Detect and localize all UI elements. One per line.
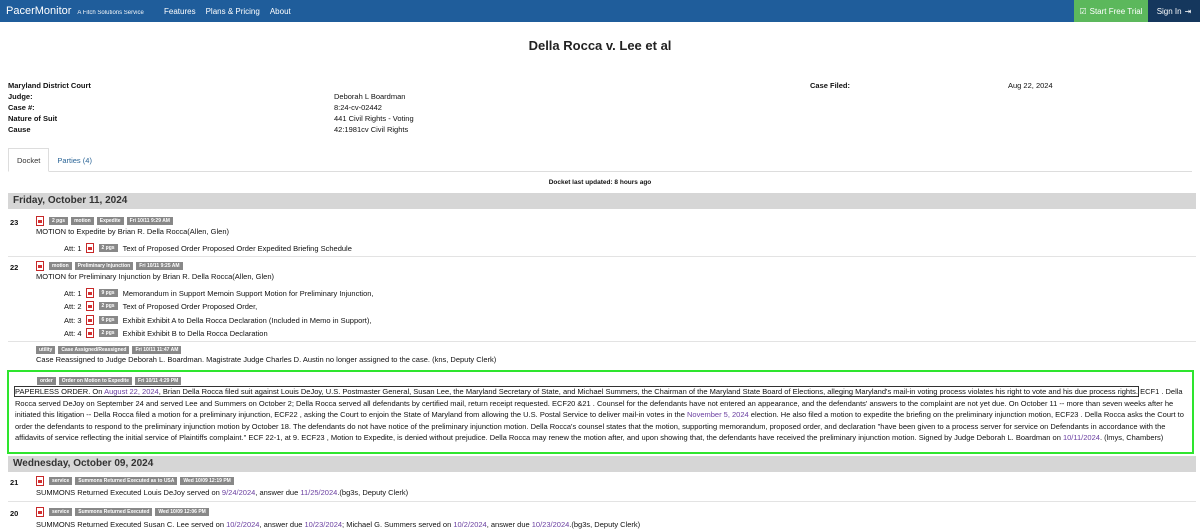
attachment-label: Att: 1 [64, 288, 82, 298]
nav-plans-link[interactable]: Plans & Pricing [205, 6, 260, 16]
date-link[interactable]: 10/2/2024 [453, 520, 487, 529]
pdf-icon[interactable] [86, 301, 94, 311]
attachment-label: Att: 2 [64, 301, 82, 311]
attachment-item[interactable] [64, 315, 371, 325]
type-badge: motion [71, 217, 94, 225]
pdf-icon[interactable] [36, 261, 44, 271]
brand-subtitle: A Fitch Solutions Service [77, 10, 144, 16]
timestamp-badge: Wed 10/09 12:06 PM [155, 508, 208, 516]
attachment-item[interactable] [64, 243, 352, 253]
category-badge: Case Assigned/Reassigned [58, 346, 129, 354]
attachment-item[interactable] [64, 288, 374, 298]
entry-text-part: , answer due [486, 520, 532, 529]
docket-updated-text: Docket last updated: 8 hours ago [548, 179, 652, 186]
attachment-text: Exhibit Exhibit A to Della Rocca Declaration (Included in Memo in Support), [122, 315, 372, 325]
tab-docket[interactable]: Docket [8, 148, 49, 172]
order-text [15, 386, 1189, 444]
case-filed-label: Case Filed: [810, 81, 851, 90]
category-badge: Expedite [97, 217, 124, 225]
day-header: Friday, October 11, 2024 [8, 193, 1196, 209]
entry-text-part: SUMMONS Returned Executed Louis DeJoy served on [36, 488, 222, 497]
category-badge: Summons Returned Executed as to USA [75, 477, 177, 485]
pages-badge: 2 pgs [99, 329, 118, 337]
order-text-part: election. He also filed a motion to expedite the briefing on the preliminary injunction motion, ECF23 . Della Rocca asks the Court to order the defendants to respond to the preliminary injunction motion by October 18. The defendants do not have notice of the preliminary injunction motion. Della Rocca's counsel states that the motion, supporting memorandum, proposed order, and declaration "have been given to a process server for service on Defendants in accordance with the affidavits of service reflecting the initial service of Plaintiffs complaint." ECF 22-1, at 9. ECF23 , Motion to Expedite, is denied without prejudice. Della Rocca may renew the motion after, and upon showing that, the defendants have received the preliminary injunction motion. Signed by Judge Deborah L. Boardman on [15, 410, 1184, 442]
docket-entry-order [7, 370, 1194, 454]
timestamp-badge: Fri 10/11 9:25 AM [136, 262, 182, 270]
info-row-cause [8, 124, 1192, 135]
case-number-label: Case #: [8, 103, 35, 112]
info-row-court [8, 80, 1192, 91]
entry-tags [36, 216, 176, 226]
category-badge: Order on Motion to Expedite [59, 377, 132, 385]
timestamp-badge: Wed 10/09 12:19 PM [180, 477, 233, 485]
date-link[interactable]: 10/2/2024 [226, 520, 260, 529]
date-link[interactable]: 9/24/2024 [221, 488, 256, 497]
pdf-icon[interactable] [36, 507, 44, 517]
pdf-icon[interactable] [36, 476, 44, 486]
entry-text-part: ; Michael G. Summers served on [342, 520, 454, 529]
entry-text-part: , answer due [255, 488, 301, 497]
info-row-case-number [8, 102, 1192, 113]
order-text-part: , Brian Della Rocca filed suit against Louis DeJoy, U.S. Postmaster General, Susan Lee, the Maryland Secretary of State, and Michael Summers, the Chairman of the Maryland State Board of Elections, alleging Maryland's mail-in voting process violates his right to vote and his due process rights. [158, 387, 1138, 396]
pdf-icon[interactable] [86, 315, 94, 325]
entry-text-part: .(bg3s, Deputy Clerk) [569, 520, 641, 529]
pdf-icon[interactable] [86, 288, 94, 298]
entry-tags [36, 261, 186, 271]
order-heading: PAPERLESS ORDER. [15, 387, 91, 396]
entry-description [36, 520, 640, 529]
tab-bar [8, 148, 1192, 172]
sign-in-icon: ⇥ [1184, 6, 1192, 16]
category-badge: Preliminary Injunction [75, 262, 134, 270]
attachment-text: Text of Proposed Order Proposed Order, [122, 301, 258, 311]
pdf-icon[interactable] [86, 243, 94, 253]
attachment-item[interactable] [64, 328, 268, 338]
pages-badge: 6 pgs [99, 316, 118, 324]
sign-in-button[interactable] [1148, 0, 1200, 22]
entry-text-part: SUMMONS Returned Executed Susan C. Lee served on [36, 520, 227, 529]
case-filed-value: Aug 22, 2024 [1008, 81, 1053, 90]
attachment-label: Att: 1 [64, 243, 82, 253]
brand-logo[interactable] [0, 5, 164, 17]
type-badge: motion [49, 262, 72, 270]
order-text-part: On [90, 387, 105, 396]
pdf-icon[interactable] [36, 216, 44, 226]
entry-number: 23 [10, 218, 19, 227]
timestamp-badge: Fri 10/11 4:29 PM [135, 377, 181, 385]
timestamp-badge: Fri 10/11 9:29 AM [127, 217, 173, 225]
divider [8, 501, 1196, 502]
date-link[interactable]: 10/11/2024 [1062, 433, 1100, 442]
top-navbar [0, 0, 1200, 22]
info-row-nature [8, 113, 1192, 124]
divider [8, 341, 1196, 342]
case-info [8, 80, 1192, 135]
start-free-trial-label: Start Free Trial [1089, 6, 1143, 16]
case-number-value: 8:24-cv-02442 [334, 103, 382, 112]
start-free-trial-button[interactable] [1074, 0, 1148, 22]
date-link[interactable]: 10/23/2024 [531, 520, 570, 529]
entry-tags [36, 507, 212, 517]
attachment-text: Memorandum in Support Memoin Support Motion for Preliminary Injunction, [122, 288, 374, 298]
entry-tags [36, 345, 184, 355]
page-title: Della Rocca v. Lee et al [528, 38, 672, 53]
entry-description [36, 488, 408, 497]
judge-label: Judge: [8, 92, 33, 101]
court-spacer [334, 80, 810, 91]
nav-features-link[interactable]: Features [164, 6, 196, 16]
brand-name[interactable]: PacerMonitor [6, 5, 72, 17]
entry-tags [36, 476, 237, 486]
pdf-icon[interactable] [86, 328, 94, 338]
sign-in-label: Sign In [1156, 6, 1182, 16]
type-badge: order [37, 377, 56, 385]
category-badge: Summons Returned Executed [75, 508, 152, 516]
order-first-sentence [15, 387, 1138, 396]
entry-description: MOTION to Expedite by Brian R. Della Rocca(Allen, Glen) [36, 227, 229, 236]
entry-tags [37, 376, 184, 386]
entry-number: 21 [10, 478, 19, 487]
attachment-label: Att: 3 [64, 315, 82, 325]
divider [8, 256, 1196, 257]
date-link[interactable]: 11/25/2024 [300, 488, 338, 497]
day-header: Wednesday, October 09, 2024 [8, 456, 1196, 472]
pages-badge: 2 pgs [49, 217, 68, 225]
entry-text-part: .(bg3s, Deputy Clerk) [337, 488, 409, 497]
info-row-judge [8, 91, 1192, 102]
cause-label: Cause [8, 125, 31, 134]
pages-badge: 9 pgs [99, 289, 118, 297]
order-text-part: . (lmys, Chambers) [1099, 433, 1164, 442]
entry-description: MOTION for Preliminary Injunction by Brian R. Della Rocca(Allen, Glen) [36, 272, 274, 281]
checkbox-icon: ☑ [1079, 6, 1087, 16]
type-badge: service [49, 477, 72, 485]
pages-badge: 2 pgs [99, 244, 118, 252]
cause-value: 42:1981cv Civil Rights [334, 125, 409, 134]
tab-parties[interactable]: Parties (4) [57, 155, 92, 165]
attachment-item[interactable] [64, 301, 257, 311]
entry-number: 22 [10, 263, 19, 272]
type-badge: service [49, 508, 72, 516]
date-link[interactable]: August 22, 2024 [104, 387, 159, 396]
entry-text-part: , answer due [259, 520, 305, 529]
type-badge: utility [36, 346, 55, 354]
date-link[interactable]: 10/23/2024 [304, 520, 343, 529]
date-link[interactable]: November 5, 2024 [686, 410, 749, 419]
nav-links [164, 7, 301, 16]
timestamp-badge: Fri 10/11 11:47 AM [132, 346, 181, 354]
entry-number: 20 [10, 509, 19, 518]
attachment-label: Att: 4 [64, 328, 82, 338]
nature-label: Nature of Suit [8, 114, 58, 123]
court-name: Maryland District Court [8, 81, 91, 90]
attachment-text: Text of Proposed Order Proposed Order Expedited Briefing Schedule [122, 243, 352, 253]
nature-value: 441 Civil Rights - Voting [334, 114, 414, 123]
attachment-text: Exhibit Exhibit B to Della Rocca Declaration [122, 328, 268, 338]
nav-about-link[interactable]: About [269, 6, 291, 16]
entry-description: Case Reassigned to Judge Deborah L. Boardman. Magistrate Judge Charles D. Austin no longer assigned to the case. (kns, Deputy Clerk) [36, 355, 497, 364]
order-text-part: ECF1 . Della Rocca served DeJoy on September 24 and served Lee and Summers on October 2; Della Rocca served all defendants by certified mail, return receipt requested. ECF20 &21 . Counsel for the defendants have not entered an appearance, and the defendants' answers to the complaint are not yet due. On October 11 -- more than seven weeks after he initiated this litigation -- Della Rocca filed a motion for a preliminary injunction, ECF22 , asking the Court to enjoin the State of Maryland from allowing the U.S. Postal Service to deliver mail-in votes in the [15, 387, 1183, 419]
pages-badge: 2 pgs [99, 302, 118, 310]
judge-value: Deborah L Boardman [334, 92, 406, 101]
